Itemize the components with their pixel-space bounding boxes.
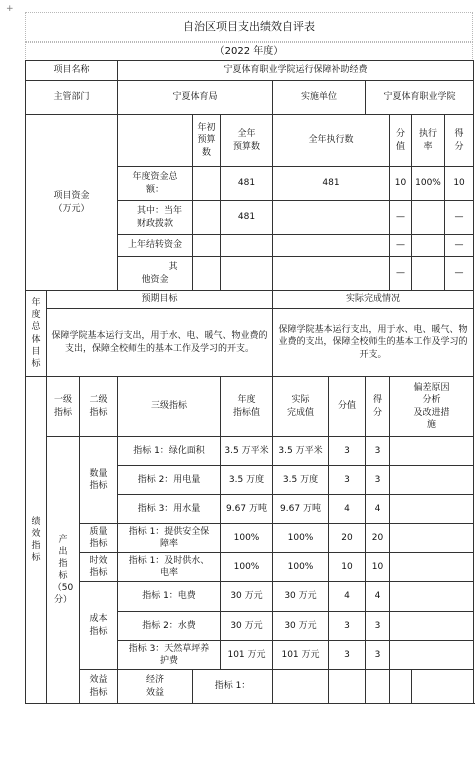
funds-row-score: — bbox=[390, 235, 412, 257]
impl-value: 宁夏体育职业学院 bbox=[366, 81, 474, 115]
dept-label: 主管部门 bbox=[26, 81, 118, 115]
indicator-row bbox=[26, 437, 474, 466]
output-indicator-label: 产 出 指 标 （50 分） bbox=[47, 437, 80, 704]
funds-row-get: 10 bbox=[445, 167, 474, 201]
indicator-get: 20 bbox=[366, 524, 390, 553]
indicator-score: 3 bbox=[329, 437, 366, 466]
funds-row-exec bbox=[273, 201, 390, 235]
indicator-row bbox=[26, 553, 474, 582]
indicator-score: 10 bbox=[329, 553, 366, 582]
dept-value: 宁夏体育局 bbox=[118, 81, 273, 115]
funds-row-rate: 100% bbox=[412, 167, 445, 201]
funds-row-exec bbox=[273, 235, 390, 257]
quantity-indicator-label: 数量 指标 bbox=[80, 437, 118, 524]
indicator-reason bbox=[412, 670, 474, 704]
funds-row-initial bbox=[193, 167, 221, 201]
evaluation-table bbox=[25, 60, 474, 704]
indicator-target: 3.5 万度 bbox=[221, 466, 273, 495]
funds-row-name: 其 他资金 bbox=[118, 257, 193, 291]
indicator-get: 3 bbox=[366, 466, 390, 495]
indicator-get: 4 bbox=[366, 495, 390, 524]
funds-row-get: — bbox=[445, 235, 474, 257]
funds-head-score: 分 值 bbox=[390, 115, 412, 167]
funds-row-budget bbox=[221, 257, 273, 291]
indicator-actual bbox=[329, 670, 366, 704]
indicator-reason bbox=[390, 524, 474, 553]
indicator-target bbox=[273, 670, 329, 704]
funds-row-score: — bbox=[390, 201, 412, 235]
ind-head-reason: 偏差原因 分析 及改进措 施 bbox=[390, 377, 474, 437]
indicator-get: 3 bbox=[366, 612, 390, 641]
indicator-get: 10 bbox=[366, 553, 390, 582]
ind-head-target: 年度 指标值 bbox=[221, 377, 273, 437]
econ-benefit-label: 经济 效益 bbox=[118, 670, 193, 704]
project-name-label: 项目名称 bbox=[26, 61, 118, 81]
indicator-reason bbox=[390, 495, 474, 524]
indicator-target: 30 万元 bbox=[221, 582, 273, 612]
funds-head-initial: 年初 预算 数 bbox=[193, 115, 221, 167]
indicator-score: 3 bbox=[329, 466, 366, 495]
indicator-get: 3 bbox=[366, 641, 390, 670]
indicator-actual: 101 万元 bbox=[273, 641, 329, 670]
indicator-target: 101 万元 bbox=[221, 641, 273, 670]
indicator-row bbox=[26, 582, 474, 612]
indicator-actual: 100% bbox=[273, 524, 329, 553]
indicator-name: 指标 2：用电量 bbox=[118, 466, 221, 495]
indicator-row bbox=[26, 670, 474, 704]
indicator-score: 4 bbox=[329, 582, 366, 612]
indicator-get bbox=[390, 670, 412, 704]
table-move-icon[interactable]: + bbox=[6, 4, 14, 14]
funds-row-rate bbox=[412, 201, 445, 235]
project-name-value: 宁夏体育职业学院运行保障补助经费 bbox=[118, 61, 474, 81]
funds-row-score: 10 bbox=[390, 167, 412, 201]
benefit-indicator-label: 效益 指标 bbox=[80, 670, 118, 704]
ind-head-level1: 一级 指标 bbox=[47, 377, 80, 437]
funds-row-name: 其中：当年 财政拨款 bbox=[118, 201, 193, 235]
indicator-actual: 30 万元 bbox=[273, 582, 329, 612]
indicator-score: 3 bbox=[329, 612, 366, 641]
indicator-reason bbox=[390, 582, 474, 612]
funds-row-budget bbox=[221, 235, 273, 257]
indicator-actual: 30 万元 bbox=[273, 612, 329, 641]
indicator-row bbox=[26, 524, 474, 553]
goals-expected-text: 保障学院基本运行支出，用于水、电、暖气、物业费的支出，保障全校师生的基本工作及学习的开支。 bbox=[47, 309, 273, 377]
funds-head-exec: 全年执行数 bbox=[273, 115, 390, 167]
funds-row-name: 上年结转资金 bbox=[118, 235, 193, 257]
funds-row-get: — bbox=[445, 201, 474, 235]
form-year: （2022 年度） bbox=[25, 42, 473, 61]
indicator-score: 4 bbox=[329, 495, 366, 524]
funds-row-get: — bbox=[445, 257, 474, 291]
indicator-get: 3 bbox=[366, 437, 390, 466]
indicator-name: 指标 1：绿化面积 bbox=[118, 437, 221, 466]
indicator-target: 3.5 万平米 bbox=[221, 437, 273, 466]
time-indicator-label: 时效 指标 bbox=[80, 553, 118, 582]
ind-head-level3: 三级指标 bbox=[118, 377, 221, 437]
funds-row-budget: 481 bbox=[221, 201, 273, 235]
funds-row-rate bbox=[412, 257, 445, 291]
ind-head-score: 分值 bbox=[329, 377, 366, 437]
indicator-name: 指标 1：电费 bbox=[118, 582, 221, 612]
indicator-name: 指标 1： bbox=[193, 670, 273, 704]
indicator-reason bbox=[390, 641, 474, 670]
indicator-name: 指标 1：及时供水、 电率 bbox=[118, 553, 221, 582]
indicator-reason bbox=[390, 466, 474, 495]
goals-expected-head: 预期目标 bbox=[47, 291, 273, 309]
form-title: 自治区项目支出绩效自评表 bbox=[25, 12, 473, 42]
funds-label: 项目资金 （万元） bbox=[26, 115, 118, 291]
quality-indicator-label: 质量 指标 bbox=[80, 524, 118, 553]
indicator-target: 9.67 万吨 bbox=[221, 495, 273, 524]
ind-head-actual: 实际 完成值 bbox=[273, 377, 329, 437]
indicators-label: 绩 效 指 标 bbox=[26, 377, 47, 704]
funds-row-budget: 481 bbox=[221, 167, 273, 201]
funds-head-get: 得 分 bbox=[445, 115, 474, 167]
funds-head-blank bbox=[118, 115, 193, 167]
impl-label: 实施单位 bbox=[273, 81, 366, 115]
indicator-reason bbox=[390, 553, 474, 582]
funds-row-initial bbox=[193, 257, 221, 291]
ind-head-get: 得 分 bbox=[366, 377, 390, 437]
goals-label: 年 度 总 体 目 标 bbox=[26, 291, 47, 377]
indicator-score: 3 bbox=[329, 641, 366, 670]
indicator-actual: 9.67 万吨 bbox=[273, 495, 329, 524]
funds-row-name: 年度资金总 额： bbox=[118, 167, 193, 201]
funds-row-exec: 481 bbox=[273, 167, 390, 201]
indicator-score: 20 bbox=[329, 524, 366, 553]
cost-indicator-label: 成本 指标 bbox=[80, 582, 118, 670]
funds-head-budget: 全年 预算数 bbox=[221, 115, 273, 167]
indicator-name: 指标 1：提供安全保 障率 bbox=[118, 524, 221, 553]
indicator-get: 4 bbox=[366, 582, 390, 612]
indicator-target: 100% bbox=[221, 524, 273, 553]
funds-row-exec bbox=[273, 257, 390, 291]
ind-head-level2: 二级 指标 bbox=[80, 377, 118, 437]
funds-row-initial bbox=[193, 235, 221, 257]
indicator-target: 100% bbox=[221, 553, 273, 582]
indicator-name: 指标 3：天然草坪养 护费 bbox=[118, 641, 221, 670]
indicator-actual: 3.5 万度 bbox=[273, 466, 329, 495]
goals-actual-text: 保障学院基本运行支出，用于水、电、暖气、物业费的支出，保障全校师生的基本工作及学习的开支。 bbox=[273, 309, 474, 377]
goals-actual-head: 实际完成情况 bbox=[273, 291, 474, 309]
indicator-actual: 100% bbox=[273, 553, 329, 582]
indicator-target: 30 万元 bbox=[221, 612, 273, 641]
funds-row-score: — bbox=[390, 257, 412, 291]
indicator-reason bbox=[390, 437, 474, 466]
indicator-name: 指标 2：水费 bbox=[118, 612, 221, 641]
indicator-actual: 3.5 万平米 bbox=[273, 437, 329, 466]
indicator-reason bbox=[390, 612, 474, 641]
indicator-name: 指标 3：用水量 bbox=[118, 495, 221, 524]
indicator-score bbox=[366, 670, 390, 704]
funds-head-rate: 执行 率 bbox=[412, 115, 445, 167]
funds-row-initial bbox=[193, 201, 221, 235]
funds-row-rate bbox=[412, 235, 445, 257]
